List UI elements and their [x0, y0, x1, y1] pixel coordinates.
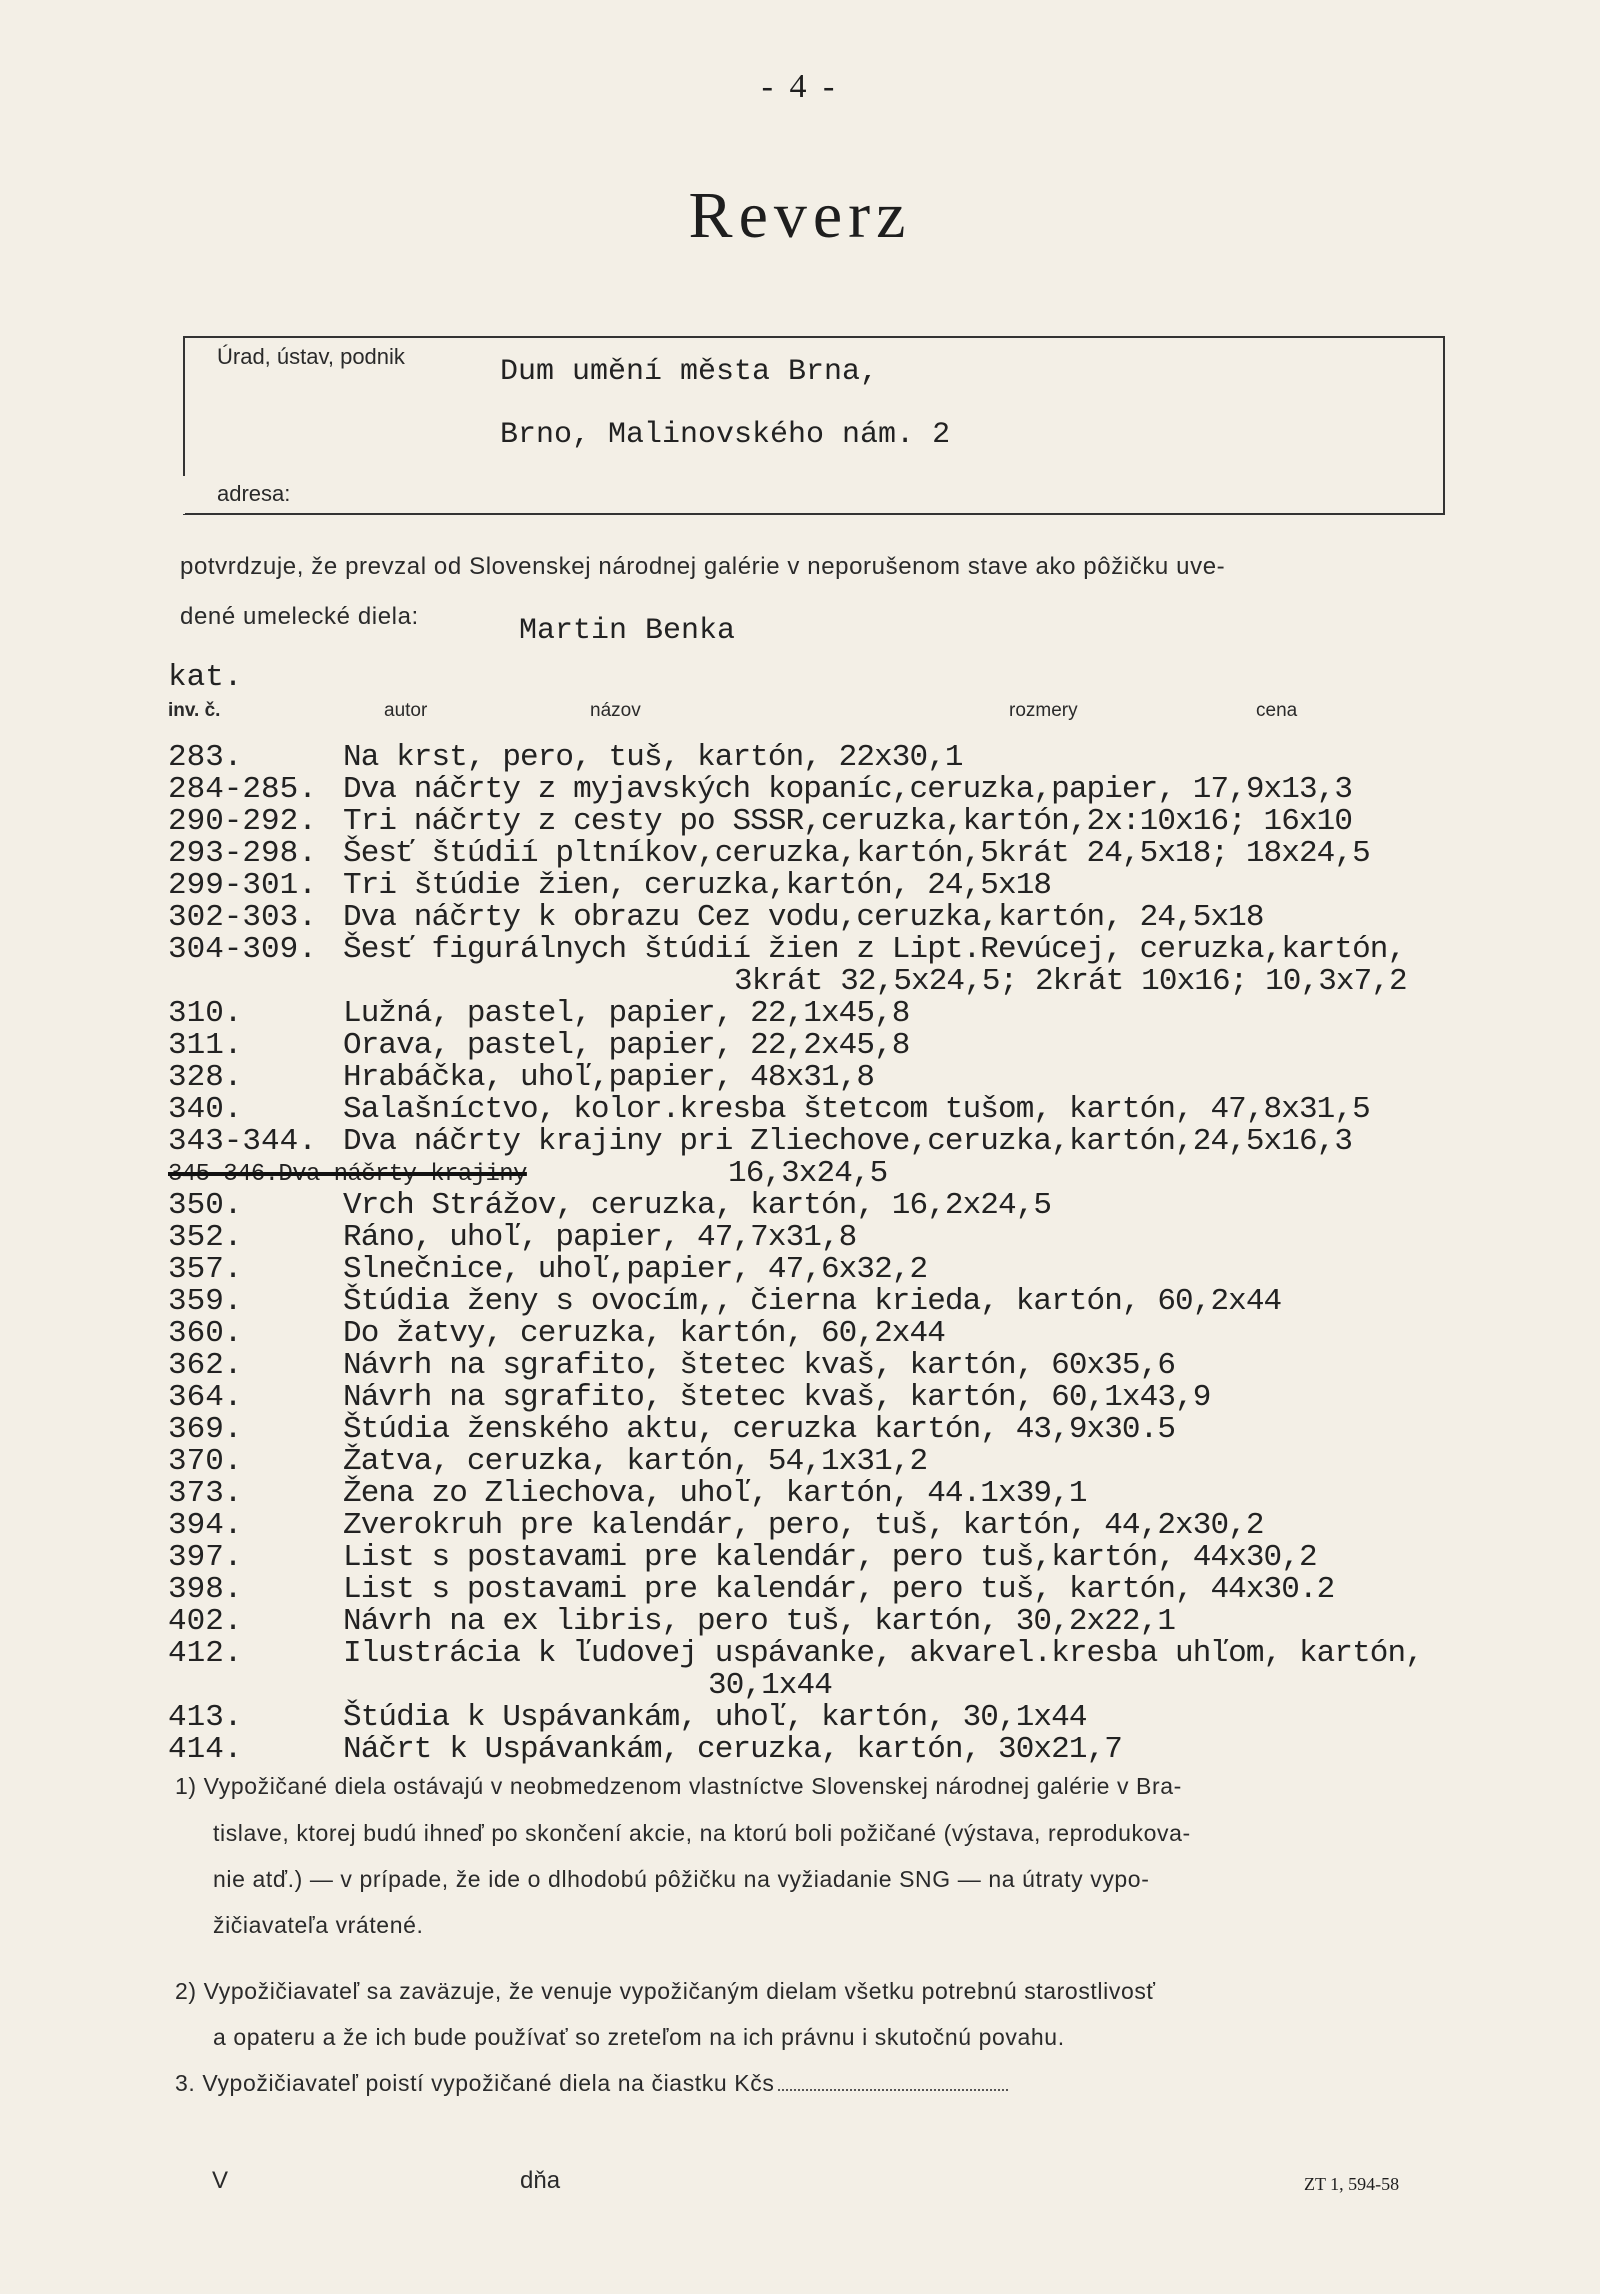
column-author: autor — [384, 700, 428, 721]
item-description: Návrh na ex libris, pero tuš, kartón, 30,2x22,1 — [343, 1604, 1176, 1639]
item-description: Ilustrácia k ľudovej uspávanke, akvarel.kresba uhľom, kartón, — [343, 1636, 1423, 1671]
item-number: 283. — [168, 740, 243, 775]
item-number: 397. — [168, 1540, 243, 1575]
item-number: 373. — [168, 1476, 243, 1511]
column-title: názov — [590, 700, 641, 721]
item-number: 364. — [168, 1380, 243, 1415]
note-3-text: 3. Vypožičiavateľ poistí vypožičané diela na čiastku Kčs — [175, 2070, 775, 2096]
note-2-line-1: 2) Vypožičiavateľ sa zaväzuje, že venuje vypožičaným dielam všetku potrebnú starostlivosť — [175, 1978, 1156, 2004]
confirmation-line-1: potvrdzuje, že prevzal od Slovenskej národnej galérie v neporušenom stave ako pôžičku uve- — [180, 553, 1226, 580]
item-description: List s postavami pre kalendár, pero tuš,kartón, 44x30,2 — [343, 1540, 1317, 1575]
amount-blank — [778, 2073, 1008, 2091]
item-number: 412. — [168, 1636, 243, 1671]
item-number: 414. — [168, 1732, 243, 1767]
item-description: Šesť figurálnych štúdií žien z Lipt.Revúcej, ceruzka,kartón, — [343, 932, 1406, 967]
item-description: Slnečnice, uhoľ,papier, 47,6x32,2 — [343, 1252, 928, 1287]
page-number: - 4 - — [761, 68, 839, 105]
item-description: Vrch Strážov, ceruzka, kartón, 16,2x24,5 — [343, 1188, 1052, 1223]
column-price: cena — [1256, 700, 1298, 721]
item-number: 357. — [168, 1252, 243, 1287]
item-number: 370. — [168, 1444, 243, 1479]
item-number: 350. — [168, 1188, 243, 1223]
item-continuation: 30,1x44 — [708, 1668, 832, 1703]
item-description: Dva náčrty k obrazu Cez vodu,ceruzka,kartón, 24,5x18 — [343, 900, 1264, 935]
item-number: 299-301. — [168, 868, 317, 903]
item-description: Štúdia k Uspávankám, uhoľ, kartón, 30,1x44 — [343, 1700, 1087, 1735]
item-number: 394. — [168, 1508, 243, 1543]
column-dimensions: rozmery — [1009, 700, 1078, 721]
item-number: 304-309. — [168, 932, 317, 967]
item-description: Ráno, uhoľ, papier, 47,7x31,8 — [343, 1220, 857, 1255]
note-3 — [175, 2070, 1008, 2097]
item-description: Dva náčrty z myjavských kopaníc,ceruzka,papier, 17,9x13,3 — [343, 772, 1353, 807]
org-label: Úrad, ústav, podnik — [217, 344, 405, 369]
item-description: Na krst, pero, tuš, kartón, 22x30,1 — [343, 740, 963, 775]
address-label: adresa: — [217, 481, 291, 506]
item-continuation: 3krát 32,5x24,5; 2krát 10x16; 10,3x7,2 — [734, 964, 1407, 999]
item-description: Do žatvy, ceruzka, kartón, 60,2x44 — [343, 1316, 945, 1351]
item-description: Žena zo Zliechova, uhoľ, kartón, 44.1x39,1 — [343, 1476, 1087, 1511]
item-description: Štúdia ženy s ovocím,, čierna krieda, kartón, 60,2x44 — [343, 1284, 1282, 1319]
note-1-line-2: tislave, ktorej budú ihneď po skončení akcie, na ktorú boli požičané (výstava, reprodukova- — [213, 1820, 1191, 1846]
confirmation-line-2: dené umelecké diela: — [180, 603, 419, 630]
item-number: 293-298. — [168, 836, 317, 871]
item-description: Štúdia ženského aktu, ceruzka kartón, 43,9x30.5 — [343, 1412, 1176, 1447]
day-label: dňa — [520, 2167, 561, 2194]
column-kat: kat. — [168, 660, 243, 695]
item-number: 310. — [168, 996, 243, 1031]
item-description: Tri štúdie žien, ceruzka,kartón, 24,5x18 — [343, 868, 1052, 903]
item-description: Žatva, ceruzka, kartón, 54,1x31,2 — [343, 1444, 928, 1479]
artist-name: Martin Benka — [519, 614, 736, 648]
item-description: Návrh na sgrafito, štetec kvaš, kartón, 60x35,6 — [343, 1348, 1176, 1383]
item-description: List s postavami pre kalendár, pero tuš, kartón, 44x30.2 — [343, 1572, 1335, 1607]
note-2-line-2: a opateru a že ich bude používať so zreteľom na ich právnu i skutočnú povahu. — [213, 2024, 1065, 2050]
item-number: 369. — [168, 1412, 243, 1447]
item-number: 413. — [168, 1700, 243, 1735]
item-number: 398. — [168, 1572, 243, 1607]
place-prefix: V — [212, 2167, 229, 2194]
item-number: 402. — [168, 1604, 243, 1639]
document-title: Reverz — [688, 179, 912, 252]
org-name: Dum umění města Brna, — [500, 355, 879, 389]
item-number: 340. — [168, 1092, 243, 1127]
item-description: Hrabáčka, uhoľ,papier, 48x31,8 — [343, 1060, 875, 1095]
struck-entry: 345-346.Dva náčrty krajiny — [168, 1161, 527, 1188]
item-number: 359. — [168, 1284, 243, 1319]
item-description: Lužná, pastel, papier, 22,1x45,8 — [343, 996, 910, 1031]
item-number: 290-292. — [168, 804, 317, 839]
item-continuation: 16,3x24,5 — [728, 1156, 888, 1191]
item-number: 352. — [168, 1220, 243, 1255]
item-description: Šesť štúdií pltníkov,ceruzka,kartón,5krát 24,5x18; 18x24,5 — [343, 836, 1370, 871]
note-1-line-4: žičiavateľa vrátené. — [213, 1912, 424, 1938]
item-description: Náčrt k Uspávankám, ceruzka, kartón, 30x21,7 — [343, 1732, 1122, 1767]
org-address: Brno, Malinovského nám. 2 — [500, 418, 951, 452]
column-inventory-number: inv. č. — [168, 700, 221, 721]
item-number: 284-285. — [168, 772, 317, 807]
item-number: 360. — [168, 1316, 243, 1351]
item-description: Orava, pastel, papier, 22,2x45,8 — [343, 1028, 910, 1063]
item-number: 302-303. — [168, 900, 317, 935]
item-number: 362. — [168, 1348, 243, 1383]
item-description: Návrh na sgrafito, štetec kvaš, kartón, 60,1x43,9 — [343, 1380, 1211, 1415]
item-description: Dva náčrty krajiny pri Zliechove,ceruzka,kartón,24,5x16,3 — [343, 1124, 1353, 1159]
item-description: Zverokruh pre kalendár, pero, tuš, kartón, 44,2x30,2 — [343, 1508, 1264, 1543]
form-code: ZT 1, 594-58 — [1304, 2174, 1400, 2194]
item-description: Salašníctvo, kolor.kresba štetcom tušom, kartón, 47,8x31,5 — [343, 1092, 1370, 1127]
item-number: 311. — [168, 1028, 243, 1063]
item-number: 328. — [168, 1060, 243, 1095]
note-1-line-1: 1) Vypožičané diela ostávajú v neobmedzenom vlastníctve Slovenskej národnej galérie v Bra- — [175, 1773, 1182, 1799]
item-number: 343-344. — [168, 1124, 317, 1159]
item-description: Tri náčrty z cesty po SSSR,ceruzka,kartón,2x:10x16; 16x10 — [343, 804, 1353, 839]
note-1-line-3: nie atď.) — v prípade, že ide o dlhodobú pôžičku na vyžiadanie SNG — na útraty vypo- — [213, 1866, 1150, 1892]
